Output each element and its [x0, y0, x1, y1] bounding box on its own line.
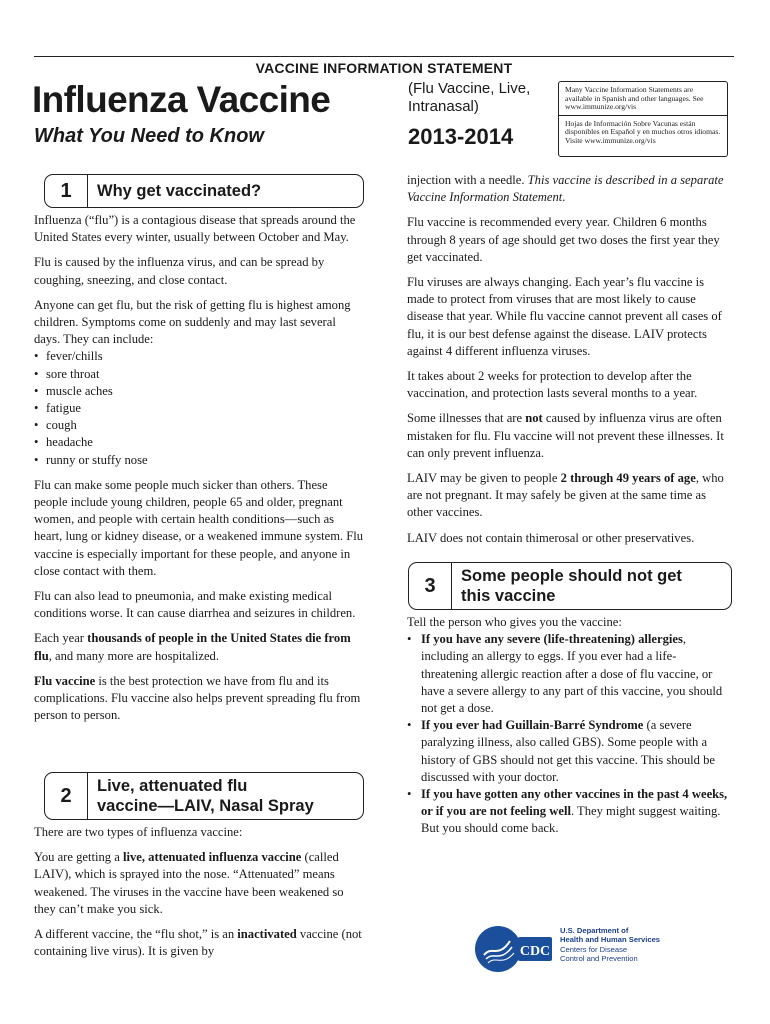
section-2-number: 2 — [45, 773, 88, 819]
hhs-seal-icon — [475, 926, 521, 972]
section-2-header — [44, 772, 364, 820]
paragraph: Flu vaccine is recommended every year. Children 6 months through 8 years of age should get two doses the first year they get vaccinated. — [407, 215, 720, 264]
right-column-section-2-cont — [407, 172, 729, 555]
section-3-title: Some people should not get this vaccine — [461, 567, 682, 605]
paragraph: Each year thousands of people in the United States die from flu, and many more are hospitalized. — [34, 631, 351, 663]
paragraph: Anyone can get flu, but the risk of getting flu is highest among children. Symptoms come on suddenly and may last several days. They can include: — [34, 297, 351, 347]
agency-line: Centers for Disease — [560, 944, 628, 954]
precaution-list — [407, 631, 729, 837]
vaccine-variant-line1: (Flu Vaccine, Live, — [408, 80, 531, 97]
list-item: • If you have any severe (life-threatening) allergies, including an allergy to eggs. If you ever had a life-threatening allergic reaction after a dose of flu vaccine, or have a severe allergy to any part of this vaccine, you should not get a dose. — [407, 631, 729, 717]
agency-line: Control and Prevention — [560, 954, 638, 964]
vaccine-variant-line2: Intranasal) — [408, 98, 479, 115]
paragraph: Flu can also lead to pneumonia, and make existing medical conditions worse. It can cause diarrhea and seizures in children. — [34, 589, 356, 621]
list-item: • fatigue — [34, 400, 364, 417]
paragraph: Flu is caused by the influenza virus, and can be spread by coughing, sneezing, and close contact. — [34, 255, 325, 287]
season-year: 2013-2014 — [408, 124, 514, 149]
paragraph: There are two types of influenza vaccine: — [34, 825, 243, 839]
paragraph: Some illnesses that are not caused by influenza virus are often mistaken for flu. Flu vaccine will not prevent these illnesses. It can only prevent influenza. — [407, 411, 724, 460]
agency-names — [560, 926, 660, 964]
section-3-header — [408, 562, 732, 610]
list-item: • sore throat — [34, 366, 364, 383]
language-info-box — [558, 81, 728, 157]
list-item: • runny or stuffy nose — [34, 452, 364, 469]
paragraph: Flu can make some people much sicker than others. These people include young children, people 65 and older, pregnant women, and people with certain health conditions—such as heart, lung or kidney disease, or a weakened immune system. Flu vaccine is especially important for these people, and anyone in close contact with them. — [34, 477, 364, 578]
section-1-header — [44, 174, 364, 208]
paragraph: Flu vaccine is the best protection we have from flu and its complications. Flu vaccine also helps prevent spreading flu from person to person. — [34, 673, 361, 723]
left-column-section-2 — [34, 824, 364, 968]
paragraph: LAIV may be given to people 2 through 49 years of age, who are not pregnant. It may safely be given at the same time as other vaccines. — [407, 471, 724, 520]
list-item: • muscle aches — [34, 383, 364, 400]
right-column-section-3 — [407, 614, 729, 846]
paragraph: Flu viruses are always changing. Each year’s flu vaccine is made to protect from viruses that are most likely to cause disease that year. While flu vaccine cannot prevent all cases of flu, it is our best defense against the disease. LAIV protects against 4 different influenza viruses. — [407, 275, 722, 358]
list-item: • If you ever had Guillain-Barré Syndrome (a severe paralyzing illness, also called GBS). Some people with a history of GBS should not get this vaccine. This should be discussed with your doctor. — [407, 717, 729, 786]
language-info-spanish: Hojas de Información Sobre Vacunas están disponibles en Español y en muchos otros idiomas. Visite www.immunize.org/vis — [565, 118, 721, 145]
list-item: • cough — [34, 417, 364, 434]
section-1-number: 1 — [45, 175, 88, 207]
list-item: • headache — [34, 434, 364, 451]
section-2-title: Live, attenuated flu vaccine—LAIV, Nasal Spray — [97, 777, 314, 815]
paragraph: It takes about 2 weeks for protection to develop after the vaccination, and protection lasts several months to a year. — [407, 369, 698, 401]
cdc-hhs-logo — [474, 925, 556, 973]
language-info-english: Many Vaccine Information Statements are available in Spanish and other languages. See www.immunize.org/vis — [565, 85, 704, 112]
paragraph: Tell the person who gives you the vaccine: — [407, 615, 622, 629]
paragraph: LAIV does not contain thimerosal or other preservatives. — [407, 530, 695, 545]
document-title: Influenza Vaccine — [32, 79, 331, 120]
list-item: • If you have gotten any other vaccines in the past 4 weeks, or if you are not feeling well. They might suggest waiting. But you should come back. — [407, 786, 729, 838]
cdc-logo-text: CDC — [519, 944, 551, 959]
agency-line: Health and Human Services — [560, 935, 661, 945]
vaccine-variant — [408, 80, 548, 116]
paragraph: Influenza (“flu”) is a contagious disease that spreads around the United States every winter, usually between October and May. — [34, 213, 356, 245]
paragraph: You are getting a live, attenuated influenza vaccine (called LAIV), which is sprayed into the nose. “Attenuated” means weakened. The viruses in the vaccine have been weakened so they can’t make you sick. — [34, 850, 344, 916]
left-column-section-1 — [34, 212, 364, 732]
section-3-number: 3 — [409, 563, 452, 609]
section-1-title: Why get vaccinated? — [97, 182, 262, 200]
vis-banner: VACCINE INFORMATION STATEMENT — [34, 56, 734, 77]
list-item: • fever/chills — [34, 348, 364, 365]
agency-line: U.S. Department of — [560, 926, 629, 935]
paragraph: injection with a needle. This vaccine is described in a separate Vaccine Information Statement. — [407, 173, 724, 205]
document-subtitle: What You Need to Know — [34, 125, 264, 147]
symptom-list — [34, 348, 364, 468]
paragraph: A different vaccine, the “flu shot,” is an inactivated vaccine (not containing live virus). It is given by — [34, 927, 362, 959]
